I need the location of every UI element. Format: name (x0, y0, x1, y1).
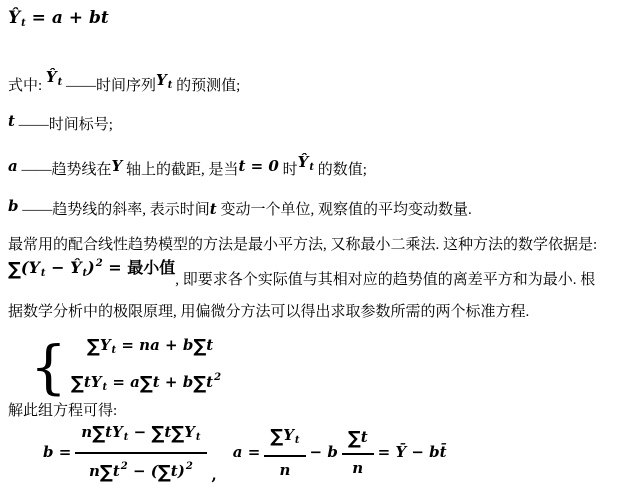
term-a-text1: ——趋势线在 (17, 162, 112, 178)
sum-symbol: ∑ (193, 336, 207, 357)
equation-1-mid: = na + b (116, 336, 194, 354)
term-a (8, 153, 367, 179)
minus-sign: − (45, 258, 71, 277)
y-subscript: t (195, 432, 201, 443)
a-formula-lhs: a = (232, 443, 261, 461)
minimum-label: 最小值 (127, 260, 176, 277)
term-t-text: ——时间标号; (14, 117, 113, 133)
formula-trend (8, 8, 109, 29)
t-symbol: t (164, 423, 172, 441)
y-hat-subscript: t (57, 77, 63, 88)
t-symbol: t (8, 112, 15, 130)
y-symbol: Y (283, 426, 294, 444)
y-subscript: t (40, 268, 46, 279)
equation-system (30, 332, 221, 401)
paragraph-method: 最常用的配合线性趋势模型的方法是最小平方法, 又称最小二乘法. 这种方法的数学依据是: (8, 237, 598, 253)
squared-exponent: 2 (185, 461, 193, 472)
ty-subscript: t (123, 432, 129, 443)
sum-symbol: ∑ (92, 423, 106, 444)
ty-symbol: tY (83, 373, 102, 391)
squared-exponent: 2 (95, 258, 103, 269)
ty-subscript: t (102, 382, 108, 393)
t-symbol: t (206, 373, 214, 391)
open-paren: ( (20, 258, 29, 277)
sum-symbol: ∑ (157, 462, 171, 483)
where-tail-text: 的预测值; (172, 78, 241, 94)
term-a-text4: 的数值; (313, 162, 367, 178)
t-symbol: t (112, 462, 120, 480)
b-formula-fraction (75, 420, 206, 484)
minus-open-paren: − ( (127, 462, 158, 480)
sum-symbol: ∑ (347, 428, 361, 449)
minus-sign: − (128, 423, 152, 441)
left-brace: { (30, 332, 67, 401)
normal-equation-2 (71, 364, 221, 401)
sum-symbol: ∑ (70, 373, 84, 394)
y-hat-symbol: Ŷ (70, 258, 82, 277)
y-symbol: Y (111, 157, 123, 175)
least-squares-line (8, 255, 595, 289)
y-hat-symbol: Ŷ (8, 8, 21, 28)
y-hat-subscript: t (82, 268, 88, 279)
a-fraction2-numerator (342, 425, 374, 455)
sum-symbol: ∑ (193, 373, 207, 394)
a-formula-tail: = Ȳ − bt̄ (377, 443, 447, 461)
y-subscript: t (111, 345, 117, 356)
sum-symbol: ∑ (86, 336, 100, 357)
y-hat-symbol: Ŷ (45, 68, 57, 86)
paragraph-continue-b: 据数学分析中的极限原理, 用偏微分方法可以得出求取参数所需的两个标准方程. (8, 304, 530, 320)
equation-system-rows (71, 332, 221, 401)
t-symbol: t (152, 373, 160, 391)
normal-equation-1 (71, 332, 221, 364)
close-paren: ) (177, 462, 185, 480)
a-formula-fraction-2 (342, 425, 374, 479)
a-fraction2-denominator: n (352, 459, 364, 477)
paragraph-continue-a: , 即要求各个实际值与其相对应的趋势值的离差平方和为最小. 根 (175, 272, 596, 288)
where-mid-text: ——时间序列 (62, 78, 157, 94)
y-hat-subscript: t (309, 162, 314, 173)
sum-symbol: ∑ (8, 259, 21, 280)
squared-exponent: 2 (120, 461, 128, 472)
a-fraction1-denominator: n (279, 461, 291, 479)
term-b (8, 197, 472, 219)
y-subscript: t (167, 80, 173, 91)
y-subscript: t (294, 435, 300, 446)
n-symbol: n (81, 423, 93, 441)
equation-2-mid: = a (107, 373, 140, 391)
t-symbol: t (206, 336, 214, 354)
separator-comma: , (211, 466, 217, 484)
ty-symbol: tY (105, 423, 123, 441)
a-formula-mid: − b (309, 443, 338, 461)
term-a-text3: 时 (278, 162, 298, 178)
b-fraction-numerator (75, 420, 206, 454)
sum-symbol: ∑ (99, 462, 113, 483)
t-symbol: t (170, 462, 178, 480)
close-paren: ) (87, 258, 95, 277)
sum-symbol: ∑ (270, 426, 284, 447)
y-symbol: Y (99, 336, 111, 354)
y-symbol: Y (184, 423, 195, 441)
term-b-text1: ——趋势线的斜率, 表示时间 (18, 202, 210, 218)
trend-rhs: = a + bt (25, 8, 109, 28)
y-hat-subscript: t (21, 18, 26, 29)
t-symbol: t (360, 428, 368, 446)
y-symbol: Y (28, 258, 40, 277)
a-formula-fraction-1 (264, 423, 305, 481)
solve-label: 解此组方程可得: (8, 403, 118, 419)
b-symbol: b (8, 197, 19, 215)
term-b-text2: 变动一个单位, 观察值的平均变动数量. (216, 202, 472, 218)
t-symbol: t (209, 200, 217, 218)
where-label: 式中: (8, 78, 46, 94)
squared-exponent: 2 (214, 372, 222, 383)
term-a-text2: 轴上的截距, 是当 (122, 162, 239, 178)
t-equals-zero: t = 0 (238, 157, 279, 175)
where-clause (8, 68, 240, 95)
b-fraction-denominator (75, 454, 206, 484)
y-hat-symbol: Ŷ (297, 153, 309, 171)
equals-sign: = (102, 258, 128, 277)
sum-symbol: ∑ (151, 423, 165, 444)
plus-b-term: + b (159, 373, 194, 391)
b-formula-lhs: b = (43, 443, 72, 461)
y-symbol: Y (156, 71, 167, 89)
sum-symbol: ∑ (139, 373, 153, 394)
sum-symbol: ∑ (171, 423, 185, 444)
term-t (8, 112, 113, 134)
parameter-formulas (43, 420, 447, 484)
formula-least-squares (8, 255, 175, 280)
a-fraction1-numerator (264, 423, 305, 457)
n-symbol: n (89, 462, 100, 480)
a-symbol: a (8, 157, 18, 175)
